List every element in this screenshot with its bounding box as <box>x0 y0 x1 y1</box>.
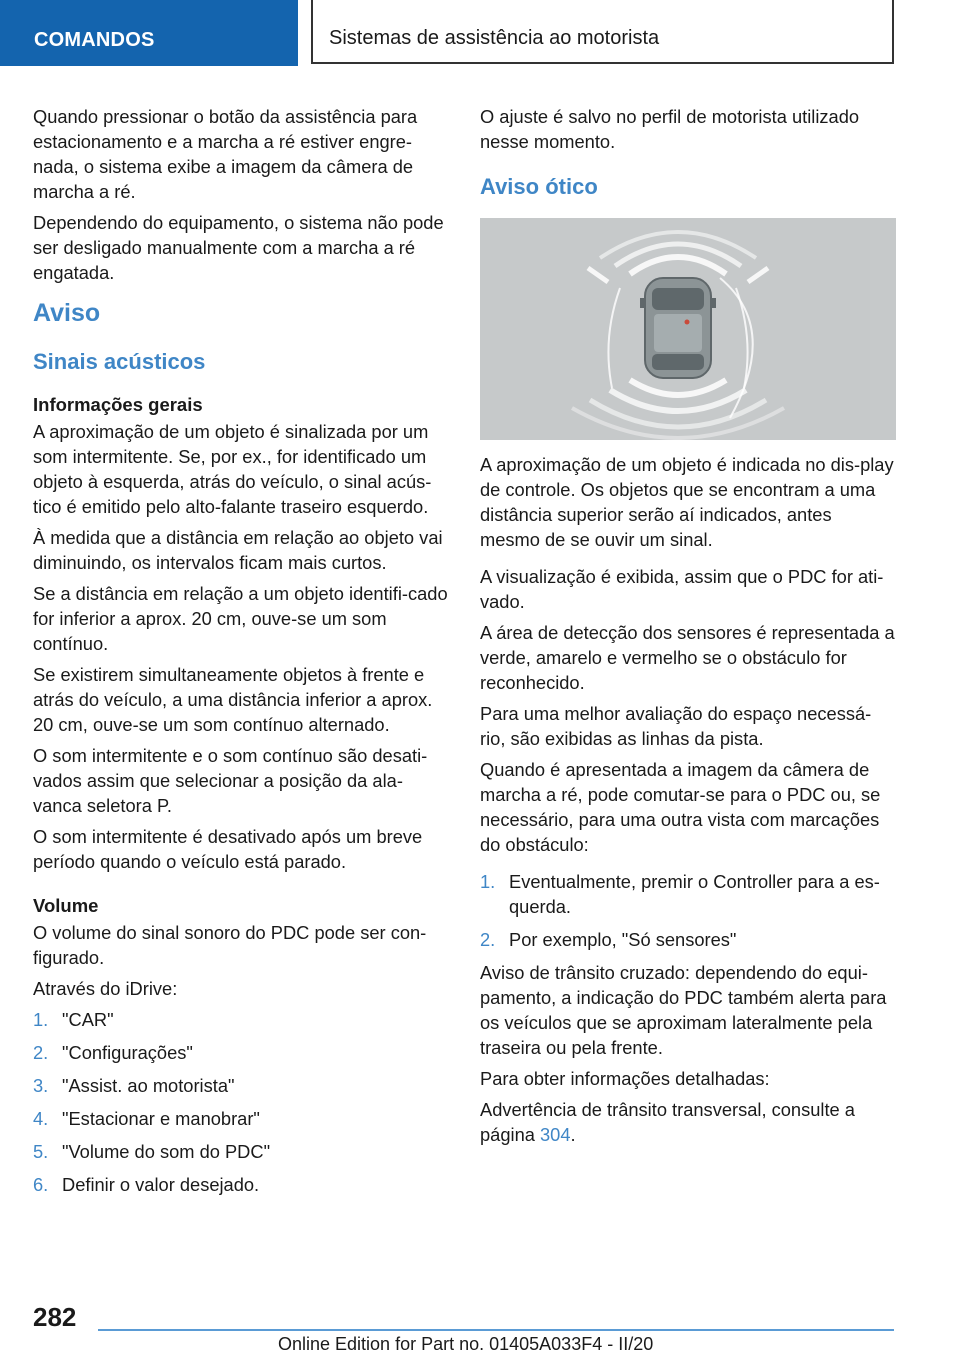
paragraph: Dependendo do equipamento, o sistema não pode ser desligado manualmente com a marcha a ré engatada. <box>33 212 444 283</box>
paragraph: Se a distância em relação a um objeto identifi-cado for inferior a aprox. 20 cm, ouve-se um som contínuo. <box>33 583 448 654</box>
step-number: 6. <box>33 1174 49 1195</box>
list-item <box>480 869 896 919</box>
list-item <box>33 1106 449 1131</box>
list-item <box>33 1040 449 1065</box>
paragraph: Quando pressionar o botão da assistência para estacionamento e a marcha a ré estiver engre-nada, o sistema exibe a imagem da câmera de marcha a ré. <box>33 106 418 202</box>
idrive-steps-list <box>33 1007 449 1197</box>
paragraph: Para obter informações detalhadas: <box>480 1068 770 1089</box>
heading-aviso-otico: Aviso ótico <box>480 174 598 199</box>
paragraph: A aproximação de um objeto é indicada no dis-play de controle. Os objetos que se encontram a uma distância superior serão aí indicados, antes mesmo de se ouvir um sinal. <box>480 454 894 550</box>
step-text: "Estacionar e manobrar" <box>62 1108 260 1129</box>
chapter-title: Sistemas de assistência ao motorista <box>329 27 660 49</box>
step-text: Definir o valor desejado. <box>62 1174 260 1195</box>
paragraph: O som intermitente e o som contínuo são desati-vados assim que selecionar a posição da ala-vanca seletora P. <box>33 745 428 816</box>
step-number: 1. <box>33 1009 49 1030</box>
step-number: 1. <box>480 871 496 892</box>
step-text: "Assist. ao motorista" <box>62 1075 235 1096</box>
cross-reference-text: Advertência de trânsito transversal, consulte a página <box>480 1099 855 1145</box>
heading-sinais-acusticos: Sinais acústicos <box>33 349 206 374</box>
step-number: 4. <box>33 1108 49 1129</box>
page-reference-link[interactable]: 304 <box>540 1124 571 1145</box>
step-number: 2. <box>33 1042 49 1063</box>
right-column <box>480 104 896 1153</box>
sentence-end: . <box>570 1124 576 1145</box>
step-number: 5. <box>33 1141 49 1162</box>
paragraph: Quando é apresentada a imagem da câmera de marcha a ré, pode comutar-se para o PDC ou, se necessário, para uma outra vista com marcações do obstáculo: <box>480 759 881 855</box>
paragraph: O volume do sinal sonoro do PDC pode ser con-figurado. <box>33 922 427 968</box>
list-item <box>480 927 896 952</box>
paragraph: O som intermitente é desativado após um breve período quando o veículo está parado. <box>33 826 423 872</box>
list-item <box>33 1007 449 1032</box>
heading-informacoes-gerais: Informações gerais <box>33 394 203 415</box>
step-text: "CAR" <box>62 1009 114 1030</box>
step-text: "Volume do som do PDC" <box>62 1141 271 1162</box>
pdc-car-sensor-graphic <box>480 218 896 440</box>
page-number: 282 <box>33 1302 77 1332</box>
paragraph: Para uma melhor avaliação do espaço necessá-rio, são exibidas as linhas da pista. <box>480 703 872 749</box>
paragraph: O ajuste é salvo no perfil de motorista utilizado nesse momento. <box>480 106 860 152</box>
heading-aviso: Aviso <box>33 299 101 327</box>
pdc-display-illustration <box>480 218 896 440</box>
section-tab <box>0 0 298 66</box>
chapter-header <box>311 0 894 64</box>
heading-volume: Volume <box>33 895 99 916</box>
list-item <box>33 1139 449 1164</box>
step-text: Por exemplo, "Só sensores" <box>509 929 737 950</box>
footer-divider <box>98 1329 894 1331</box>
paragraph: A área de detecção dos sensores é representada a verde, amarelo e vermelho se o obstáculo for reconhecido. <box>480 622 895 693</box>
paragraph: Se existirem simultaneamente objetos à frente e atrás do veículo, a uma distância inferior a aprox. 20 cm, ouve-se um som contínuo alternado. <box>33 664 433 735</box>
left-column <box>33 104 449 1205</box>
paragraph: À medida que a distância em relação ao objeto vai diminuindo, os intervalos ficam mais curtos. <box>33 527 443 573</box>
section-title: COMANDOS <box>34 29 155 51</box>
list-item <box>33 1172 449 1197</box>
pdc-steps-list <box>480 869 896 952</box>
step-text: Eventualmente, premir o Controller para a es-querda. <box>509 871 880 917</box>
paragraph: A visualização é exibida, assim que o PDC for ati-vado. <box>480 566 884 612</box>
step-number: 2. <box>480 929 496 950</box>
paragraph: Através do iDrive: <box>33 978 178 999</box>
step-number: 3. <box>33 1075 49 1096</box>
paragraph: Aviso de trânsito cruzado: dependendo do equi-pamento, a indicação do PDC também alerta para os veículos que se aproximam lateralmente pela traseira ou pela frente. <box>480 962 887 1058</box>
list-item <box>33 1073 449 1098</box>
paragraph: A aproximação de um objeto é sinalizada por um som intermitente. Se, por ex., for identificado um objeto à esquerda, atrás do veículo, o sinal acús-tico é emitido pelo alto-falante traseiro esquerdo. <box>33 421 432 517</box>
edition-footer: Online Edition for Part no. 01405A033F4 - II/20 <box>278 1334 654 1354</box>
step-text: "Configurações" <box>62 1042 193 1063</box>
paragraph <box>480 1097 896 1147</box>
